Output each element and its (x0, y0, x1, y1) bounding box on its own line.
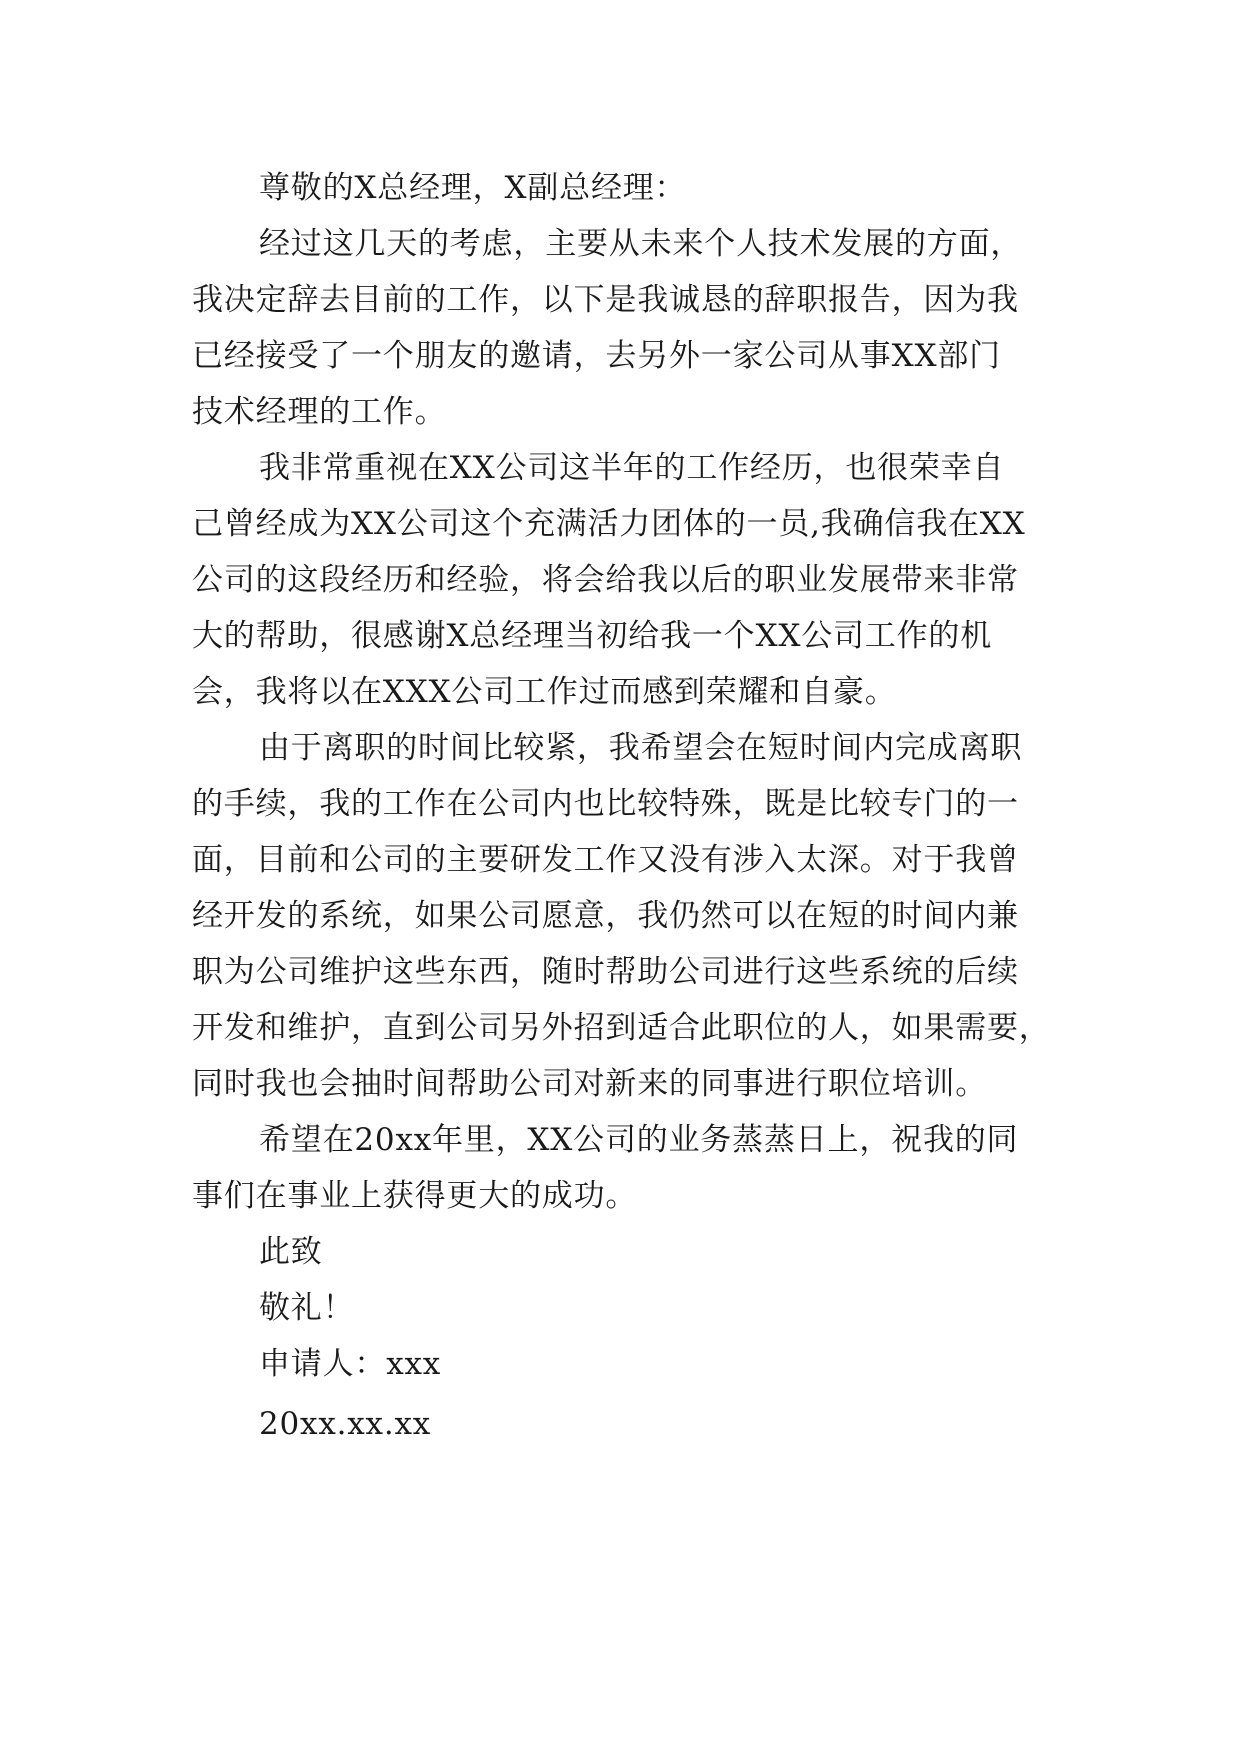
paragraph-line: 开发和维护，直到公司另外招到适合此职位的人，如果需要， (192, 1010, 1051, 1046)
closing-line-2: 敬礼！ (259, 1290, 355, 1326)
paragraph-line: 同时我也会抽时间帮助公司对新来的同事进行职位培训。 (192, 1066, 987, 1102)
paragraph-line: 大的帮助，很感谢X总经理当初给我一个XX公司工作的机 (192, 618, 993, 654)
paragraph-line: 经过这几天的考虑，主要从未来个人技术发展的方面， (259, 226, 1023, 262)
paragraph-line: 技术经理的工作。 (192, 394, 447, 430)
paragraph-line: 我非常重视在XX公司这半年的工作经历，也很荣幸自 (259, 450, 1005, 486)
letter-date: 20xx.xx.xx (259, 1406, 432, 1442)
applicant-signature: 申请人：xxx (259, 1346, 442, 1382)
paragraph-line: 己曾经成为XX公司这个充满活力团体的一员,我确信我在XX (192, 506, 1026, 542)
paragraph-line: 的手续，我的工作在公司内也比较特殊，既是比较专门的一 (192, 786, 1019, 822)
paragraph-line: 职为公司维护这些东西，随时帮助公司进行这些系统的后续 (192, 954, 1019, 990)
paragraph-line: 面，目前和公司的主要研发工作又没有涉入太深。对于我曾 (192, 842, 1019, 878)
paragraph-line: 事们在事业上获得更大的成功。 (192, 1178, 638, 1214)
paragraph-line: 会，我将以在XXX公司工作过而感到荣耀和自豪。 (192, 674, 897, 710)
paragraph-line: 由于离职的时间比较紧，我希望会在短时间内完成离职 (259, 730, 1023, 766)
paragraph-line: 希望在20xx年里，XX公司的业务蒸蒸日上，祝我的同 (259, 1122, 1019, 1158)
paragraph-line: 经开发的系统，如果公司愿意，我仍然可以在短的时间内兼 (192, 898, 1019, 934)
paragraph-line: 已经接受了一个朋友的邀请，去另外一家公司从事XX部门 (192, 338, 1001, 374)
closing-line-1: 此致 (259, 1234, 323, 1270)
salutation: 尊敬的X总经理，X副总经理： (259, 170, 687, 206)
paragraph-line: 我决定辞去目前的工作，以下是我诚恳的辞职报告，因为我 (192, 282, 1019, 318)
paragraph-line: 公司的这段经历和经验，将会给我以后的职业发展带来非常 (192, 562, 1019, 598)
